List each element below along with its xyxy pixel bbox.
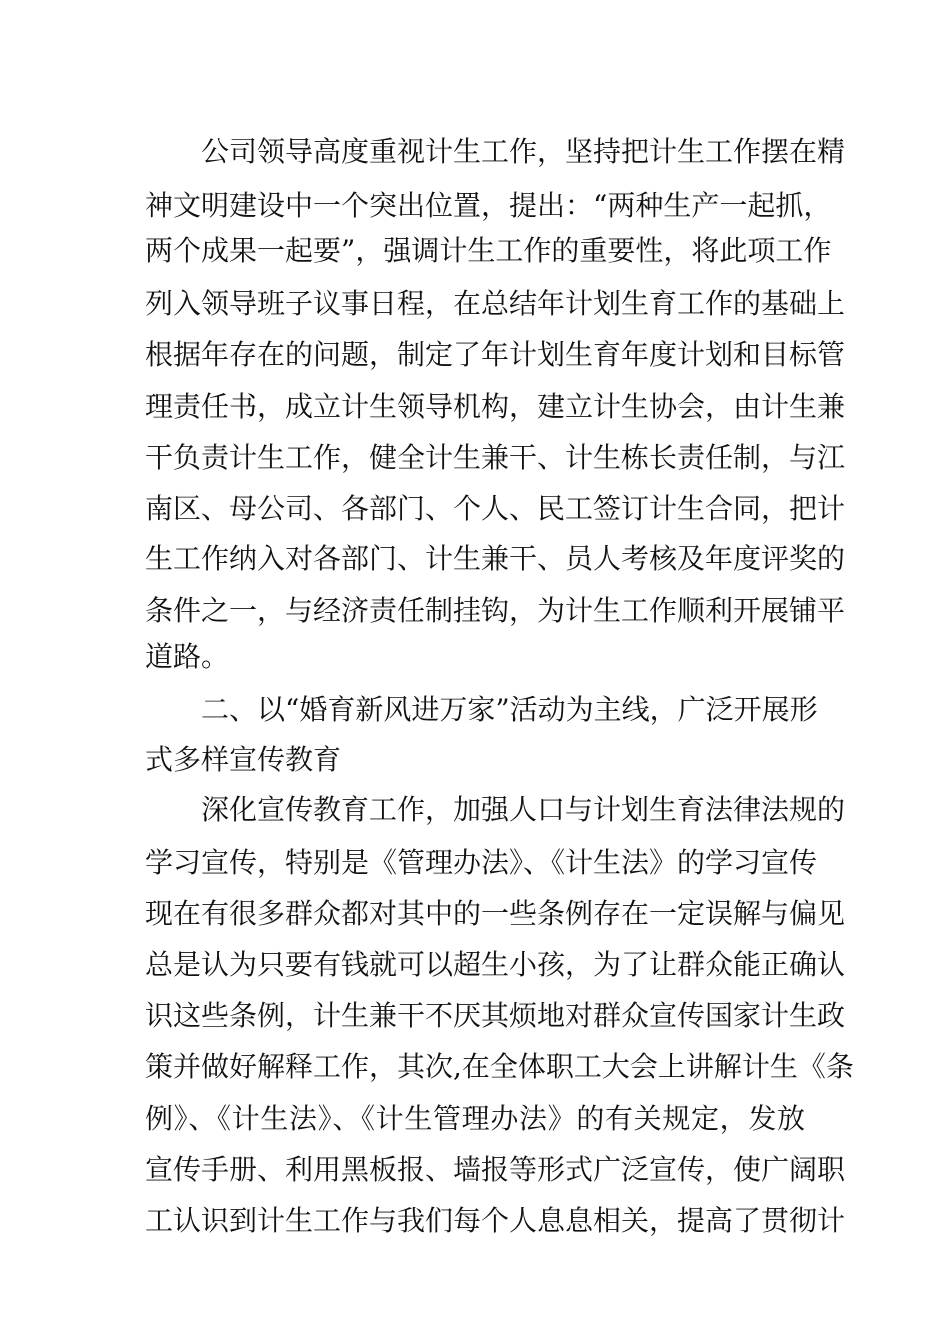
paragraph-1-line-10: 条件之一，与经济责任制挂钩，为计生工作顺利开展铺平	[145, 594, 846, 627]
paragraph-2-line-9: 工认识到计生工作与我们每个人息息相关，提高了贯彻计	[145, 1204, 846, 1237]
paragraph-2-line-7: 例》、《计生法》、《计生管理办法》的有关规定，发放	[145, 1102, 805, 1135]
heading-2-line-2: 式多样宣传教育	[145, 743, 342, 776]
paragraph-1-line-8: 南区、母公司、各部门、个人、民工签订计生合同，把计	[145, 492, 846, 525]
paragraph-1-line-2: 神文明建设中一个突出位置，提出：“两种生产一起抓，	[145, 189, 832, 222]
paragraph-1-line-5: 根据年存在的问题，制定了年计划生育年度计划和目标管	[145, 338, 846, 371]
paragraph-1-line-4: 列入领导班子议事日程，在总结年计划生育工作的基础上	[145, 287, 846, 320]
paragraph-2-line-3: 现在有很多群众都对其中的一些条例存在一定误解与偏见	[145, 897, 846, 930]
paragraph-2-line-6: 策并做好解释工作，其次,在全体职工大会上讲解计生《条	[145, 1050, 854, 1083]
paragraph-1-line-9: 生工作纳入对各部门、计生兼干、员人考核及年度评奖的	[145, 542, 846, 575]
paragraph-2-line-1: 深化宣传教育工作，加强人口与计划生育法律法规的	[201, 793, 846, 826]
paragraph-2-line-5: 识这些条例，计生兼干不厌其烦地对群众宣传国家计生政	[145, 999, 846, 1032]
paragraph-1-line-7: 干负责计生工作，健全计生兼干、计生栋长责任制，与江	[145, 441, 846, 474]
paragraph-1-line-11: 道路。	[145, 640, 230, 673]
paragraph-1-line-6: 理责任书，成立计生领导机构，建立计生协会，由计生兼	[145, 390, 846, 423]
paragraph-1-line-1: 公司领导高度重视计生工作，坚持把计生工作摆在精	[201, 135, 846, 168]
paragraph-2-line-4: 总是认为只要有钱就可以超生小孩，为了让群众能正确认	[145, 948, 846, 981]
paragraph-1-line-3: 两个成果一起要”，强调计生工作的重要性，将此项工作	[145, 234, 832, 267]
paragraph-2-line-8: 宣传手册、利用黑板报、墙报等形式广泛宣传，使广阔职	[145, 1153, 846, 1186]
paragraph-2-line-2: 学习宣传，特别是《管理办法》、《计生法》的学习宣传	[145, 846, 818, 879]
heading-2-line-1: 二、以“婚育新风进万家”活动为主线，广泛开展形	[201, 693, 818, 726]
